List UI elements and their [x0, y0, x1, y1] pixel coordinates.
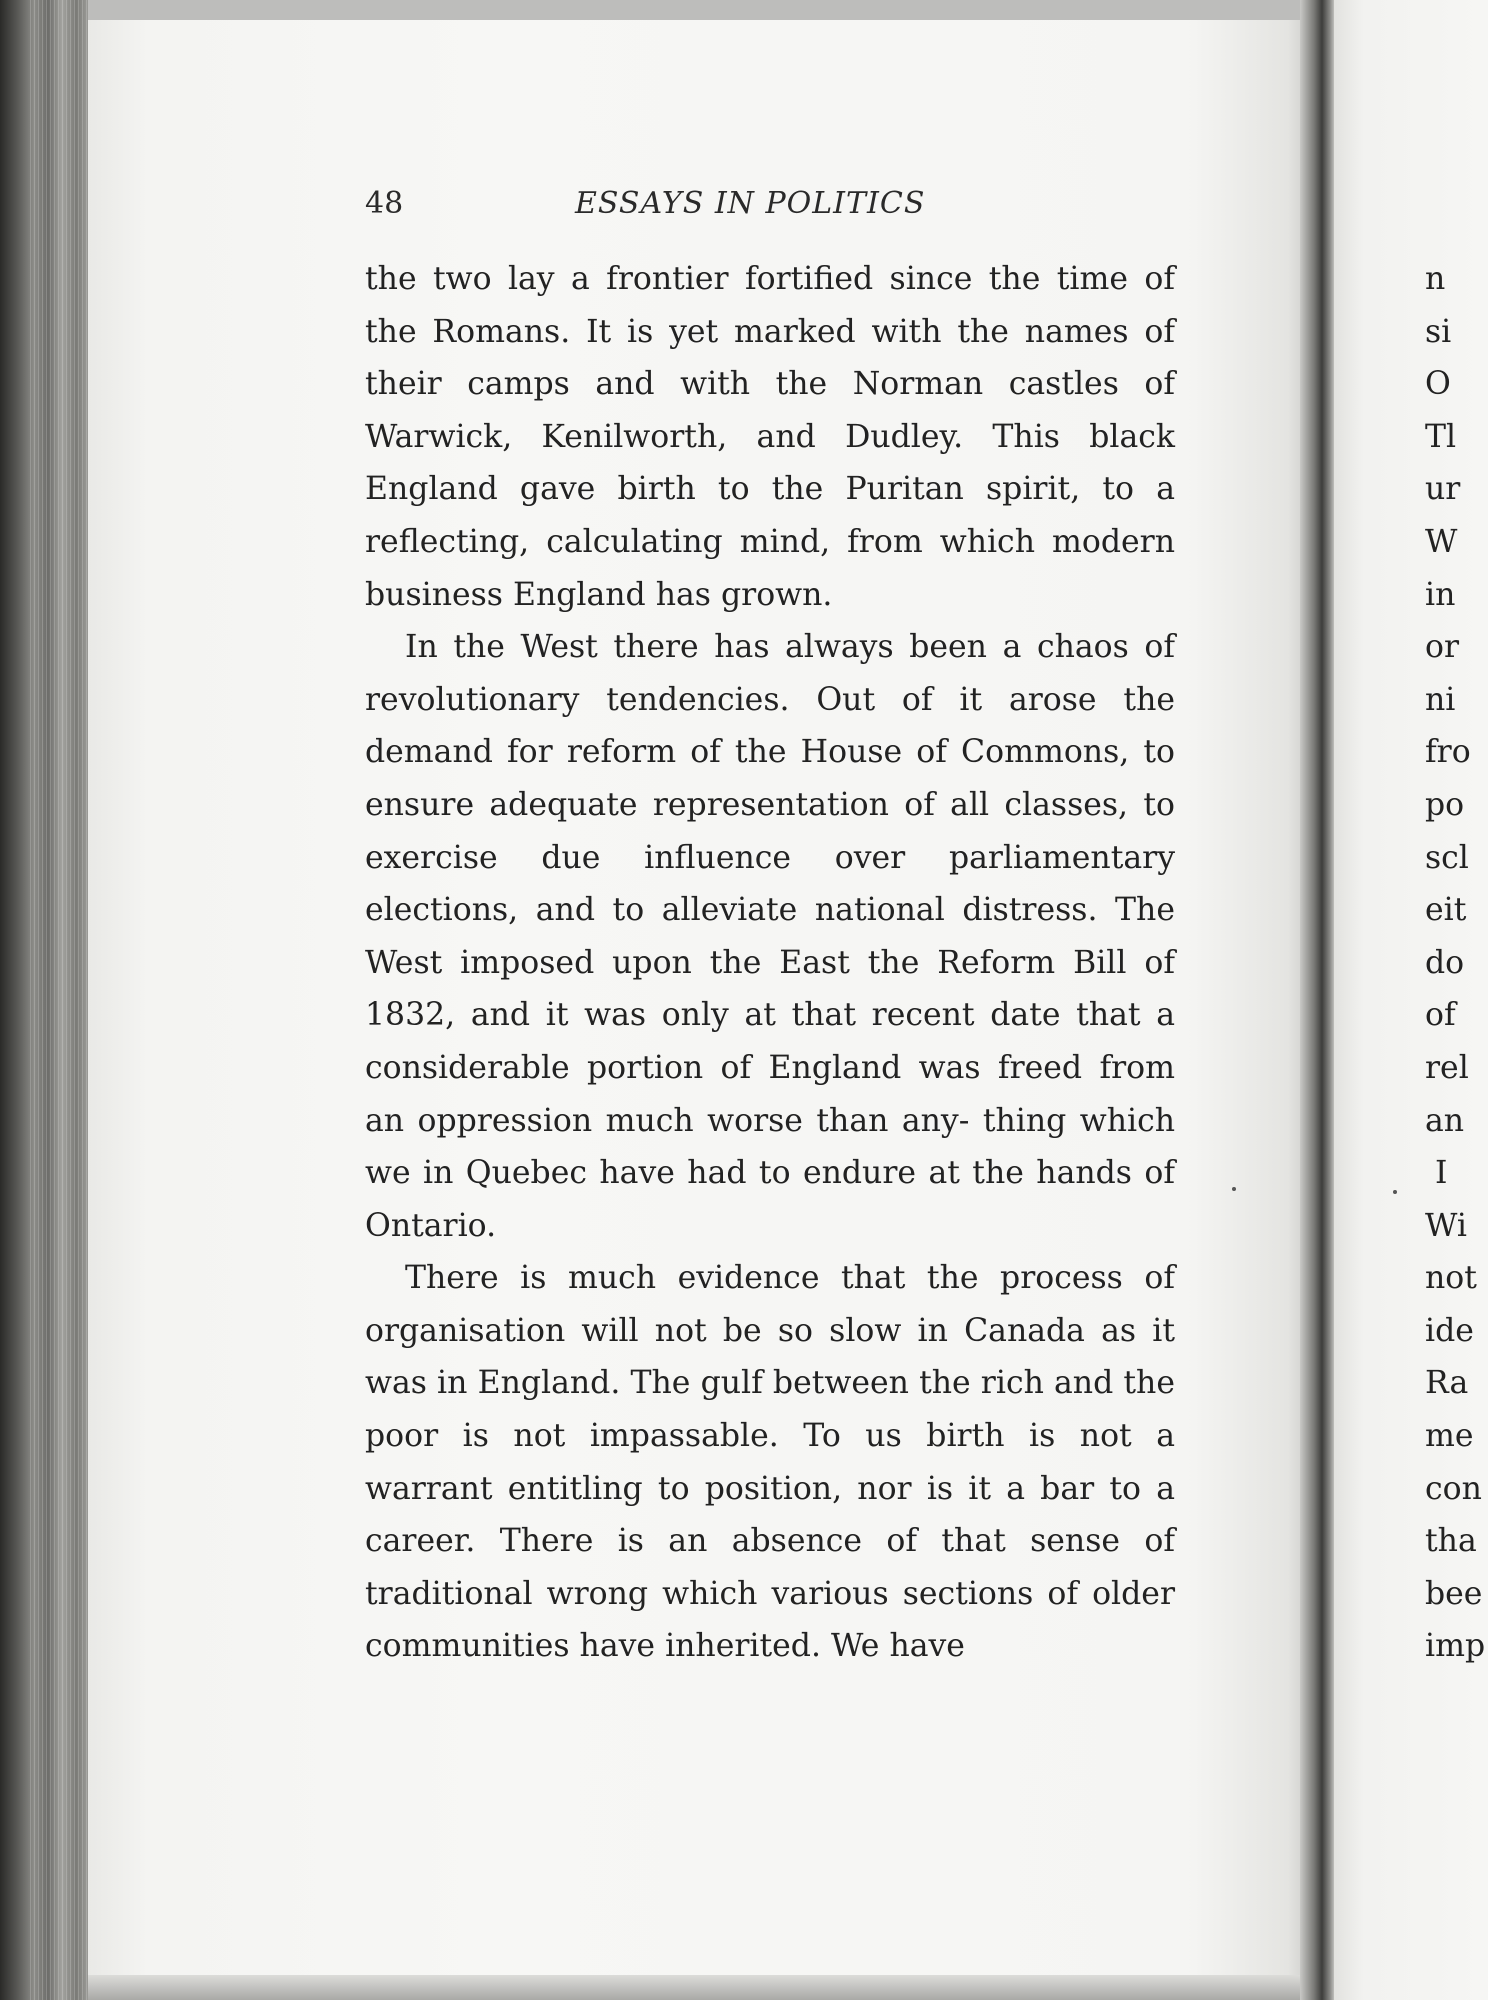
running-head — [365, 180, 1175, 230]
fragment-line: W — [1425, 523, 1458, 560]
fragment-line: ni — [1425, 681, 1456, 718]
fragment-line: si — [1425, 313, 1452, 350]
fragment-line: Tl — [1425, 418, 1457, 455]
fragment-line: do — [1425, 944, 1465, 981]
fragment-line: rel — [1425, 1049, 1469, 1086]
paragraph-1: the two lay a frontier fortified since the time of the Romans. It is yet marked with the names of their camps and with the Norman castles of Warwick, Kenilworth, and Dudley. This black England gave birth to the Puritan spirit, to a reflecting, calculating mind, from which modern business England has grown. — [365, 261, 1175, 613]
fragment-line: of — [1425, 997, 1456, 1034]
fragment-line: fro — [1425, 734, 1471, 771]
speck-mark — [1393, 1190, 1397, 1194]
fragment-line: or — [1425, 629, 1460, 666]
fragment-line: ide — [1425, 1312, 1474, 1349]
speck-mark — [1232, 1187, 1236, 1191]
fragment-line: n — [1425, 261, 1446, 297]
fragment-line: eit — [1425, 892, 1467, 929]
book-gutter — [1300, 0, 1336, 2000]
fragment-line: I — [1435, 1155, 1448, 1192]
fragment-line: con — [1425, 1470, 1482, 1507]
fragment-line: O — [1425, 366, 1451, 403]
facing-page-text — [1425, 253, 1488, 1673]
fragment-line: scl — [1425, 839, 1469, 876]
fragment-line: ur — [1425, 471, 1461, 508]
page-number: 48 — [365, 186, 404, 221]
fragment-line: me — [1425, 1418, 1474, 1455]
fragment-line: in — [1425, 576, 1456, 613]
fragment-line: bee — [1425, 1575, 1483, 1612]
fragment-line: not — [1425, 1260, 1477, 1297]
body-text — [365, 253, 1175, 1673]
fragment-line: Ra — [1425, 1365, 1469, 1402]
page-stack-edge — [30, 0, 88, 2000]
page-bottom-edge — [88, 1975, 1308, 2000]
paragraph-2: In the West there has always been a chaos of revolutionary tendencies. Out of it arose the demand for reform of the House of Commons, to ensure adequate representation of all classes, to exercise due influence over parliamentary elections, and to alleviate national distress. The West imposed upon the East the Reform Bill of 1832, and it was only at that recent date that a considerable portion of England was freed from an oppression much worse than any- thing which we in Quebec have had to endure at the hands of Ontario. — [365, 629, 1175, 1244]
fragment-line: po — [1425, 786, 1465, 823]
paragraph-3: There is much evidence that the process of organisation will not be so slow in Canada as it was in England. The gulf between the rich and the poor is not impassable. To us birth is not a warrant entitling to position, nor is it a bar to a career. There is an absence of that sense of traditional wrong which various sections of older communities have inherited. We have — [365, 1260, 1175, 1665]
fragment-line: an — [1425, 1102, 1465, 1139]
book-title: ESSAYS IN POLITICS — [575, 186, 926, 221]
fragment-line: imp — [1425, 1628, 1486, 1665]
fragment-line: tha — [1425, 1523, 1477, 1560]
fragment-line: Wi — [1425, 1207, 1467, 1244]
